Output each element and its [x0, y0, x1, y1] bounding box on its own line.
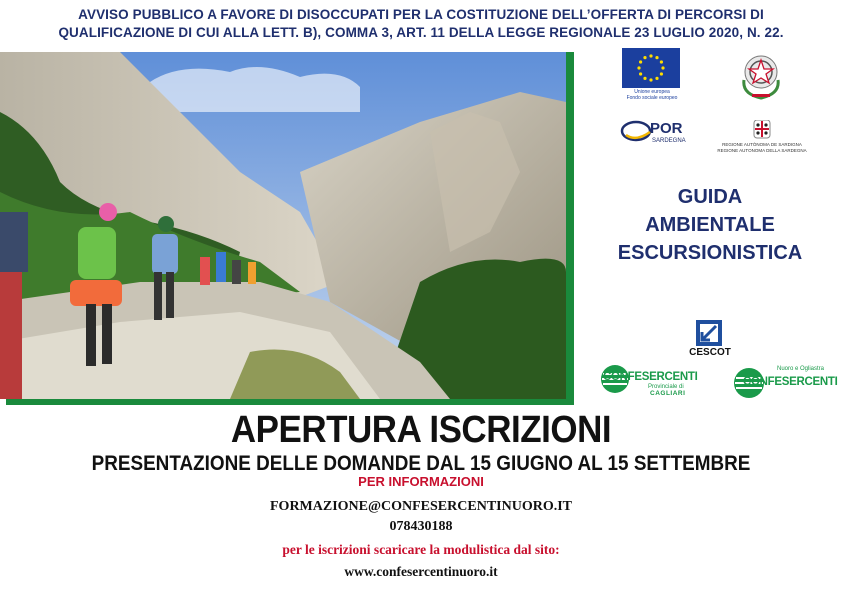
download-instructions: per le iscrizioni scaricare la modulistica dal sito:	[282, 542, 560, 557]
hiking-photo	[0, 52, 566, 399]
cescot-mark-icon	[686, 318, 734, 348]
sardegna-caption	[716, 142, 808, 154]
confesercenti-nuoro-sub: Nuoro e Ogliastra	[777, 366, 825, 372]
application-dates: PRESENTAZIONE DELLE DOMANDE DAL 15 GIUGNO AL 15 SETTEMBRE	[91, 452, 751, 475]
italian-republic-emblem	[738, 50, 784, 100]
por-text: POR	[650, 120, 683, 137]
confesercenti-nuoro-logo	[733, 364, 838, 400]
header-line-2: QUALIFICAZIONE DI CUI ALLA LETT. B), COMMA 3, ART. 11 DELLA LEGGE REGIONALE 23 LUGLIO 2020, N. 22.	[58, 25, 784, 40]
course-title-line-2: AMBIENTALE	[645, 214, 775, 236]
contact-email[interactable]: FORMAZIONE@CONFESERCENTINUORO.IT	[270, 499, 572, 514]
hiking-scene-illustration	[0, 52, 566, 399]
sardegna-caption-line-2: REGIONE AUTONOMA DELLA SARDEGNA	[717, 148, 807, 153]
course-title	[600, 183, 820, 267]
eu-caption	[612, 89, 692, 101]
cescot-text: CESCOT	[689, 347, 731, 358]
sardegna-shield-icon	[724, 120, 800, 142]
eu-caption-line-1: Unione europea	[634, 89, 670, 95]
confesercenti-cagliari-sub-1: Provinciale di	[648, 384, 684, 390]
header-line-1: AVVISO PUBBLICO A FAVORE DI DISOCCUPATI PER LA COSTITUZIONE DELL’OFFERTA DI PERCORSI DI	[78, 7, 764, 22]
contact-phone: 078430188	[389, 519, 453, 534]
notice-header	[0, 6, 842, 42]
eu-flag-logo	[622, 48, 680, 88]
website-link[interactable]: www.confesercentinuoro.it	[344, 564, 498, 579]
confesercenti-cagliari-text: CONFESERCENTI	[603, 371, 698, 383]
eu-stars-icon	[622, 48, 680, 88]
por-sardegna-logo	[620, 118, 686, 148]
course-title-line-1: GUIDA	[677, 186, 743, 208]
course-title-line-3: ESCURSIONISTICA	[617, 242, 803, 264]
star-emblem-icon	[738, 50, 784, 100]
cescot-logo	[686, 318, 734, 362]
confesercenti-cagliari-sub-2: CAGLIARI	[650, 390, 686, 397]
por-sub-text: SARDEGNA	[652, 138, 686, 144]
sardegna-caption-line-1: REGIONE AUTÒNOMA DE SARDIGNA	[722, 142, 802, 147]
confesercenti-cagliari-logo	[600, 362, 698, 398]
eu-caption-line-2: Fondo sociale europeo	[626, 95, 678, 101]
hiking-photo-frame	[0, 52, 574, 405]
main-headline: APERTURA ISCRIZIONI	[230, 409, 612, 451]
confesercenti-nuoro-text: CONFESERCENTI	[743, 376, 838, 388]
info-heading: PER INFORMAZIONI	[358, 474, 484, 489]
